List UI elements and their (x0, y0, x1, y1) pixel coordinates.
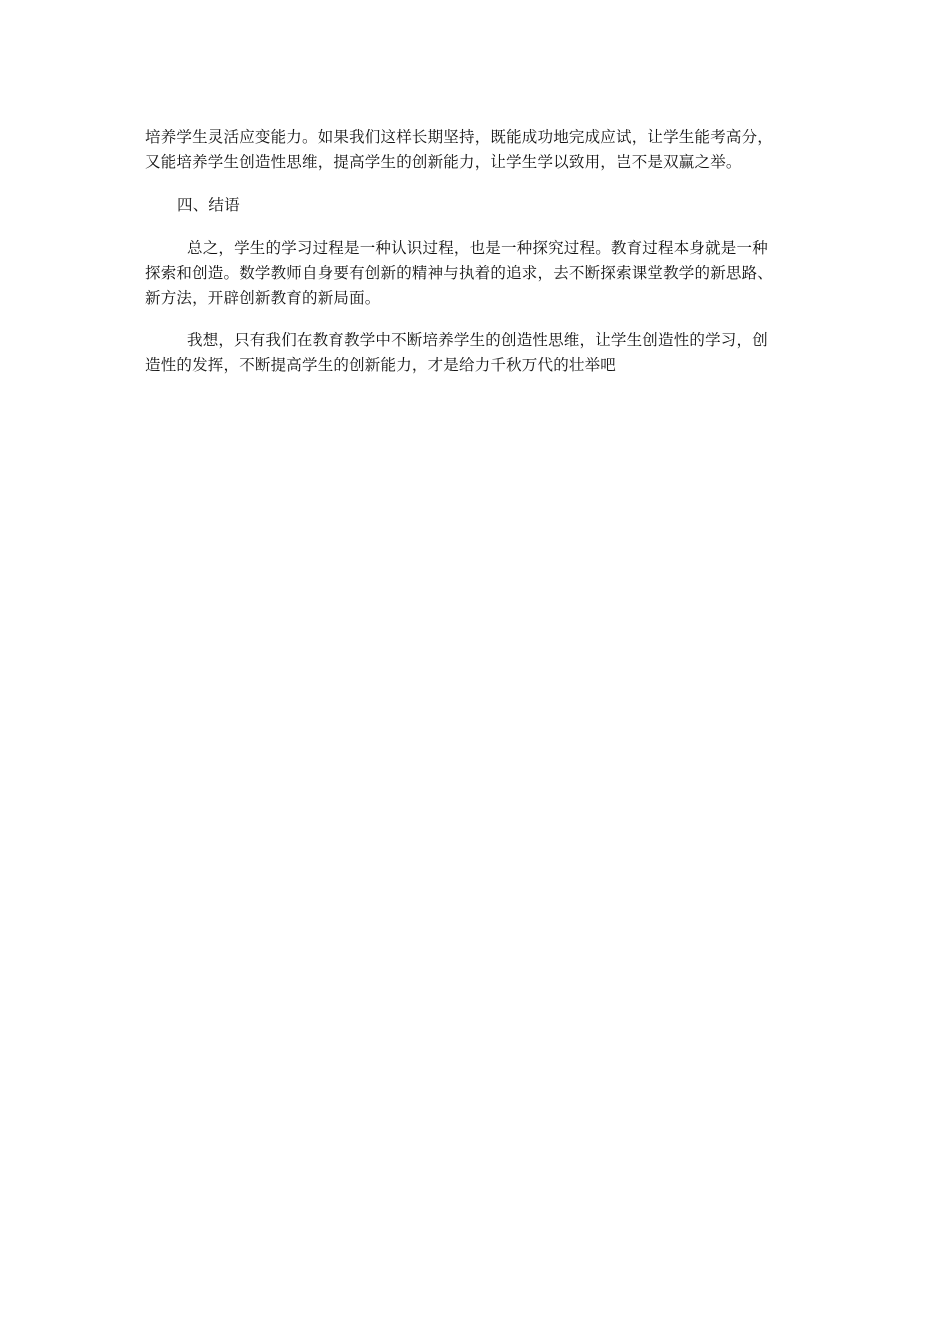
paragraph-line: 总之，学生的学习过程是一种认识过程，也是一种探究过程。教育过程本身就是一种 (187, 239, 768, 257)
section-heading-text: 四、结语 (177, 196, 240, 214)
paragraph-continuation (145, 125, 807, 175)
paragraph-closing (145, 328, 807, 378)
paragraph-line: 探索和创造。数学教师自身要有创新的精神与执着的追求，去不断探索课堂教学的新思路、 (145, 264, 774, 282)
paragraph-line: 新方法，开辟创新教育的新局面。 (145, 289, 381, 307)
section-heading (145, 193, 839, 218)
paragraph-line: 又能培养学生创造性思维，提高学生的创新能力，让学生学以致用，岂不是双赢之举。 (145, 153, 742, 171)
paragraph-conclusion (145, 236, 807, 311)
paragraph-line: 我想，只有我们在教育教学中不断培养学生的创造性思维，让学生创造性的学习，创 (187, 331, 768, 349)
paragraph-line: 培养学生灵活应变能力。如果我们这样长期坚持，既能成功地完成应试，让学生能考高分， (145, 128, 774, 146)
paragraph-line: 造性的发挥，不断提高学生的创新能力，才是给力千秋万代的壮举吧 (145, 356, 617, 374)
